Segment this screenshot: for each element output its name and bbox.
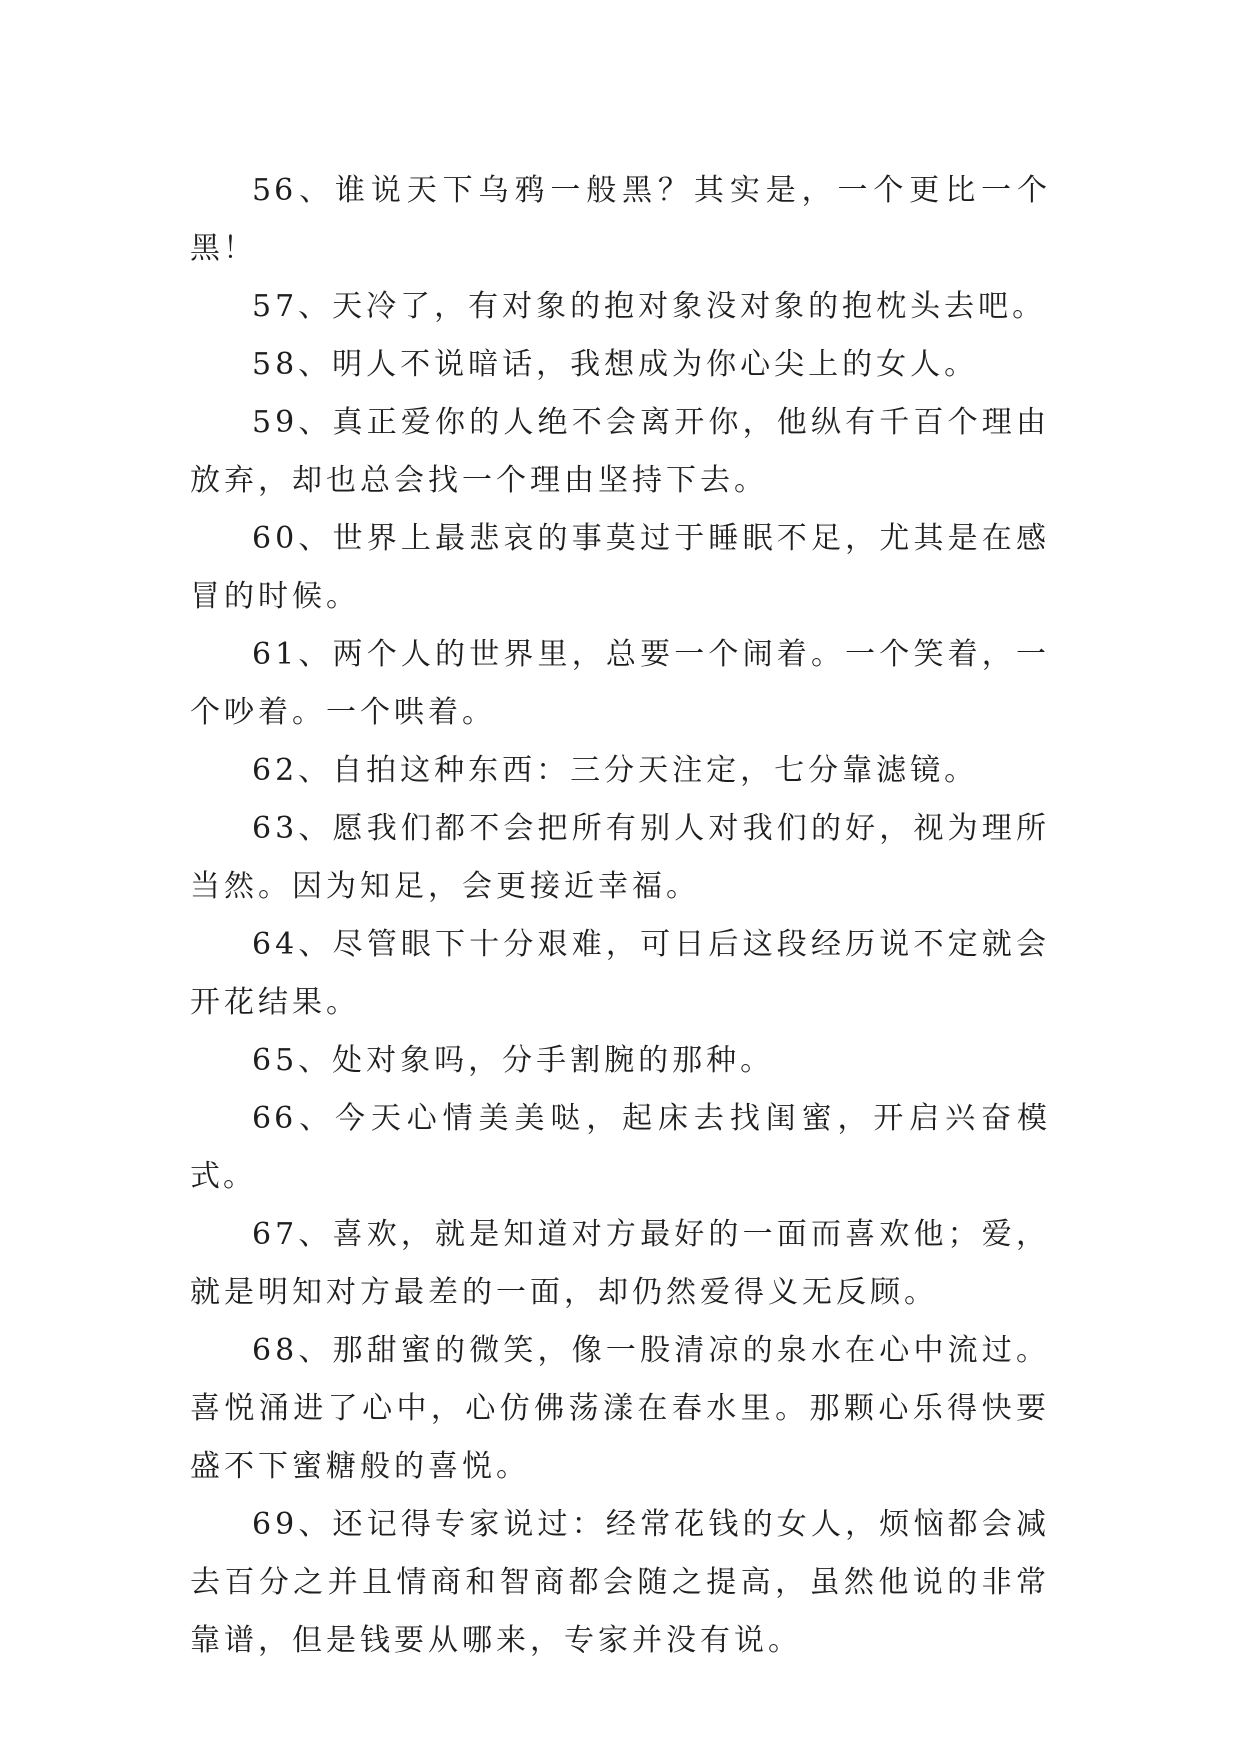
paragraph-57: 57、天冷了，有对象的抱对象没对象的抱枕头去吧。 xyxy=(252,289,1047,324)
paragraph-62: 62、自拍这种东西：三分天注定，七分靠滤镜。 xyxy=(252,753,979,788)
paragraph-61: 61、两个人的世界里，总要一个闹着。一个笑着，一个吵着。一个哄着。 xyxy=(190,637,1050,730)
paragraph-65: 65、处对象吗，分手割腕的那种。 xyxy=(252,1043,775,1078)
document-body xyxy=(190,162,1050,1670)
paragraph-69: 69、还记得专家说过：经常花钱的女人，烦恼都会减去百分之并且情商和智商都会随之提高，虽然他说的非常靠谱，但是钱要从哪来，专家并没有说。 xyxy=(190,1507,1050,1658)
paragraph-56: 56、谁说天下乌鸦一般黑？其实是，一个更比一个黑！ xyxy=(190,173,1050,266)
paragraph-68: 68、那甜蜜的微笑，像一股清凉的泉水在心中流过。喜悦涌进了心中，心仿佛荡漾在春水里。那颗心乐得快要盛不下蜜糖般的喜悦。 xyxy=(190,1333,1050,1484)
paragraph-64: 64、尽管眼下十分艰难，可日后这段经历说不定就会开花结果。 xyxy=(190,927,1050,1020)
paragraph-63: 63、愿我们都不会把所有别人对我们的好，视为理所当然。因为知足，会更接近幸福。 xyxy=(190,811,1050,904)
paragraph-59: 59、真正爱你的人绝不会离开你，他纵有千百个理由放弃，却也总会找一个理由坚持下去。 xyxy=(190,405,1050,498)
paragraph-58: 58、明人不说暗话，我想成为你心尖上的女人。 xyxy=(252,347,979,382)
paragraph-67: 67、喜欢，就是知道对方最好的一面而喜欢他；爱，就是明知对方最差的一面，却仍然爱得义无反顾。 xyxy=(190,1217,1050,1310)
paragraph-60: 60、世界上最悲哀的事莫过于睡眠不足，尤其是在感冒的时候。 xyxy=(190,521,1050,614)
paragraph-66: 66、今天心情美美哒，起床去找闺蜜，开启兴奋模式。 xyxy=(190,1101,1050,1194)
